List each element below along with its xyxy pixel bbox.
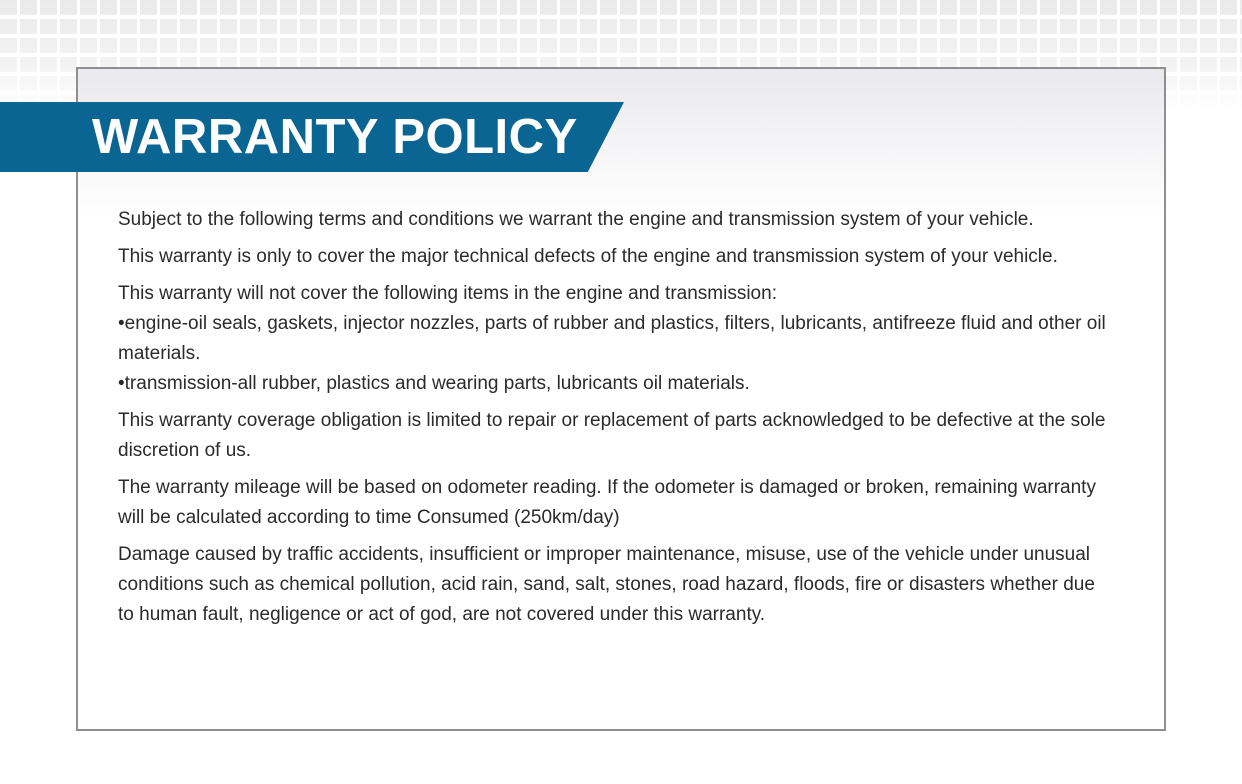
policy-paragraph-mileage: The warranty mileage will be based on odometer reading. If the odometer is damaged or broken, remaining warranty will be calculated according to time Consumed (250km/day)	[118, 477, 1096, 528]
policy-paragraph-exclusions	[118, 279, 1113, 399]
exclusions-intro: This warranty will not cover the following items in the engine and transmission:	[118, 283, 777, 304]
policy-content	[118, 205, 1113, 637]
policy-paragraph-obligation: This warranty coverage obligation is limited to repair or replacement of parts acknowledged to be defective at the sole discretion of us.	[118, 410, 1106, 461]
exclusion-item-engine: •engine-oil seals, gaskets, injector nozzles, parts of rubber and plastics, filters, lubricants, antifreeze fluid and other oil materials.	[118, 313, 1106, 364]
page-title: WARRANTY POLICY	[92, 110, 578, 164]
policy-paragraph-damage-exclusions: Damage caused by traffic accidents, insufficient or improper maintenance, misuse, use of the vehicle under unusual conditions such as chemical pollution, acid rain, sand, salt, stones, road hazard, floods, fire or disasters whether due to human fault, negligence or act of god, are not covered under this warranty.	[118, 544, 1095, 625]
policy-paragraph-major-defects: This warranty is only to cover the major technical defects of the engine and transmission system of your vehicle.	[118, 246, 1058, 267]
exclusion-item-transmission: •transmission-all rubber, plastics and wearing parts, lubricants oil materials.	[118, 373, 750, 394]
policy-paragraph-coverage-scope: Subject to the following terms and conditions we warrant the engine and transmission system of your vehicle.	[118, 209, 1034, 230]
